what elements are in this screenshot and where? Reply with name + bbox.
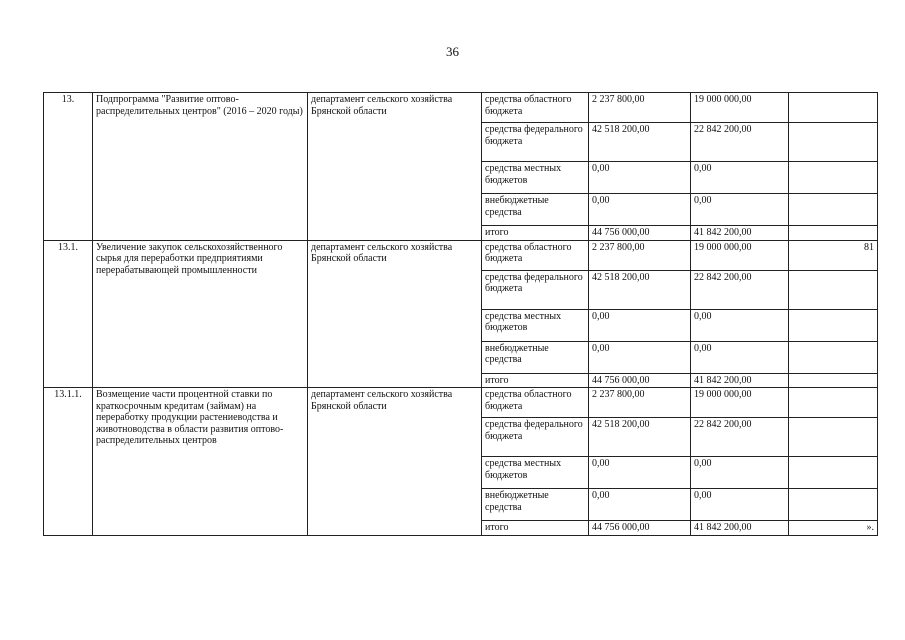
indicator-cell bbox=[789, 373, 878, 388]
funding-source: средства местных бюджетов bbox=[482, 162, 589, 194]
amount-year-2: 0,00 bbox=[691, 194, 789, 226]
executor: департамент сельского хозяйства Брянской области bbox=[308, 388, 482, 536]
funding-source: итого bbox=[482, 373, 589, 388]
funding-source: итого bbox=[482, 226, 589, 241]
measure-name: Подпрограмма "Развитие оптово-распределительных центров" (2016 – 2020 годы) bbox=[93, 93, 308, 241]
funding-source: итого bbox=[482, 521, 589, 536]
indicator-cell: 81 bbox=[789, 240, 878, 270]
measure-name: Увеличение закупок сельскохозяйственного сырья для переработки предприятиями перерабатывающей промышленности bbox=[93, 240, 308, 388]
indicator-cell bbox=[789, 388, 878, 418]
amount-year-1: 42 518 200,00 bbox=[589, 270, 691, 309]
amount-year-1: 44 756 000,00 bbox=[589, 373, 691, 388]
funding-source: средства местных бюджетов bbox=[482, 457, 589, 489]
amount-year-2: 0,00 bbox=[691, 309, 789, 341]
amount-year-1: 2 237 800,00 bbox=[589, 388, 691, 418]
amount-year-2: 22 842 200,00 bbox=[691, 270, 789, 309]
amount-year-2: 22 842 200,00 bbox=[691, 418, 789, 457]
indicator-cell bbox=[789, 457, 878, 489]
amount-year-1: 0,00 bbox=[589, 457, 691, 489]
funding-source: средства федерального бюджета bbox=[482, 270, 589, 309]
table-row bbox=[44, 388, 878, 418]
amount-year-1: 44 756 000,00 bbox=[589, 226, 691, 241]
amount-year-2: 0,00 bbox=[691, 457, 789, 489]
indicator-cell bbox=[789, 270, 878, 309]
indicator-cell bbox=[789, 341, 878, 373]
funding-source: средства областного бюджета bbox=[482, 93, 589, 123]
amount-year-2: 41 842 200,00 bbox=[691, 373, 789, 388]
funding-source: средства областного бюджета bbox=[482, 388, 589, 418]
amount-year-1: 42 518 200,00 bbox=[589, 418, 691, 457]
table-row bbox=[44, 93, 878, 123]
amount-year-1: 0,00 bbox=[589, 194, 691, 226]
funding-source: средства местных бюджетов bbox=[482, 309, 589, 341]
indicator-cell bbox=[789, 226, 878, 241]
budget-table bbox=[43, 92, 878, 536]
amount-year-2: 41 842 200,00 bbox=[691, 521, 789, 536]
indicator-cell bbox=[789, 489, 878, 521]
indicator-cell bbox=[789, 93, 878, 123]
funding-source: средства федерального бюджета bbox=[482, 123, 589, 162]
funding-source: средства федерального бюджета bbox=[482, 418, 589, 457]
amount-year-2: 0,00 bbox=[691, 162, 789, 194]
funding-source: внебюджетные средства bbox=[482, 489, 589, 521]
funding-source: средства областного бюджета bbox=[482, 240, 589, 270]
amount-year-1: 2 237 800,00 bbox=[589, 240, 691, 270]
row-number: 13.1. bbox=[44, 240, 93, 388]
indicator-cell bbox=[789, 162, 878, 194]
funding-source: внебюджетные средства bbox=[482, 194, 589, 226]
measure-name: Возмещение части процентной ставки по краткосрочным кредитам (займам) на переработку продукции растениеводства и животноводства в области развития оптово-распределительных центров bbox=[93, 388, 308, 536]
indicator-cell bbox=[789, 194, 878, 226]
amount-year-1: 0,00 bbox=[589, 341, 691, 373]
amount-year-2: 0,00 bbox=[691, 489, 789, 521]
amount-year-2: 19 000 000,00 bbox=[691, 240, 789, 270]
amount-year-2: 41 842 200,00 bbox=[691, 226, 789, 241]
amount-year-2: 19 000 000,00 bbox=[691, 93, 789, 123]
amount-year-1: 2 237 800,00 bbox=[589, 93, 691, 123]
amount-year-1: 42 518 200,00 bbox=[589, 123, 691, 162]
amount-year-1: 44 756 000,00 bbox=[589, 521, 691, 536]
amount-year-1: 0,00 bbox=[589, 162, 691, 194]
page-number: 36 bbox=[446, 44, 459, 59]
indicator-cell bbox=[789, 418, 878, 457]
amount-year-1: 0,00 bbox=[589, 489, 691, 521]
indicator-cell: ». bbox=[789, 521, 878, 536]
amount-year-2: 0,00 bbox=[691, 341, 789, 373]
amount-year-1: 0,00 bbox=[589, 309, 691, 341]
row-number: 13. bbox=[44, 93, 93, 241]
table-row bbox=[44, 240, 878, 270]
indicator-cell bbox=[789, 309, 878, 341]
executor: департамент сельского хозяйства Брянской области bbox=[308, 93, 482, 241]
indicator-cell bbox=[789, 123, 878, 162]
row-number: 13.1.1. bbox=[44, 388, 93, 536]
funding-source: внебюджетные средства bbox=[482, 341, 589, 373]
amount-year-2: 19 000 000,00 bbox=[691, 388, 789, 418]
executor: департамент сельского хозяйства Брянской области bbox=[308, 240, 482, 388]
amount-year-2: 22 842 200,00 bbox=[691, 123, 789, 162]
